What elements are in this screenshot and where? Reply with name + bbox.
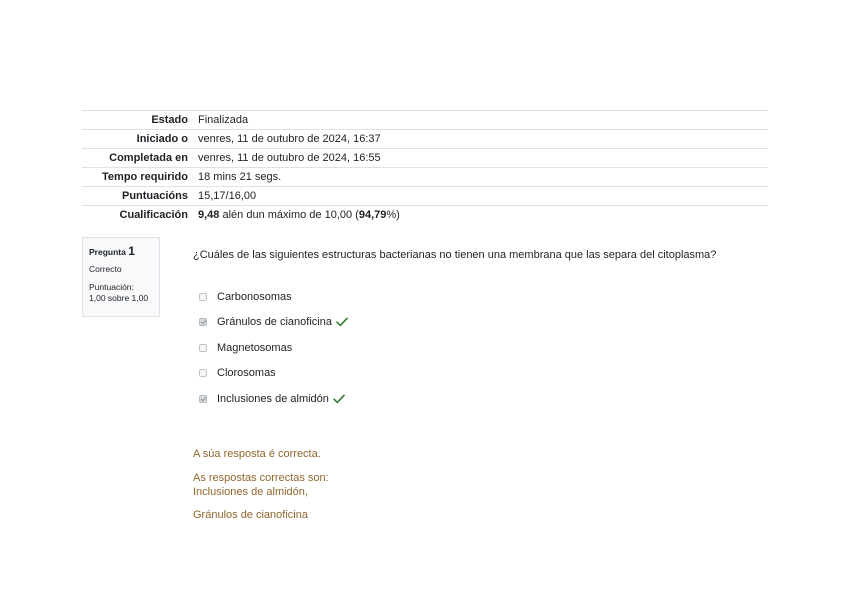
answer-checkbox[interactable]: [199, 344, 207, 352]
question-grade-label: Puntuación:: [89, 282, 134, 292]
answer-label: Magnetosomas: [217, 341, 293, 354]
summary-row-started: [82, 130, 768, 149]
answer-label: Clorosomas: [217, 367, 276, 380]
summary-value: Finalizada: [198, 114, 249, 126]
answer-option: [199, 284, 348, 310]
grade-score: 9,48: [198, 209, 220, 221]
question-grade: [89, 282, 153, 304]
summary-label: Tempo requirido: [102, 171, 188, 183]
answer-option: [199, 310, 348, 336]
summary-value: venres, 11 de outubro de 2024, 16:55: [198, 152, 381, 164]
question-grade-value: 1,00 sobre 1,00: [89, 293, 149, 303]
summary-row-state: [82, 111, 768, 130]
answer-label: Inclusiones de almidón: [217, 392, 329, 405]
summary-label: Completada en: [109, 152, 188, 164]
summary-row-completed: [82, 149, 768, 168]
feedback-box: [193, 447, 329, 522]
grade-middle: alén dun máximo de 10,00 (: [219, 209, 359, 221]
check-icon: [333, 394, 345, 404]
question-number: [89, 244, 153, 258]
attempt-summary-table: [82, 110, 768, 224]
question-state: Correcto: [89, 264, 122, 274]
right-answer-intro: As respostas correctas son:: [193, 472, 329, 484]
answer-checkbox[interactable]: [199, 293, 207, 301]
grade-percent: 94,79: [358, 209, 387, 221]
question-prefix: Pregunta: [89, 247, 126, 257]
grade-end: %): [386, 209, 400, 221]
answer-checkbox[interactable]: [199, 395, 207, 403]
summary-label: Puntuacións: [121, 190, 188, 202]
summary-row-grade: [82, 206, 768, 225]
summary-label: Cualificación: [119, 209, 188, 221]
question-text: ¿Cuáles de las siguientes estructuras bacterianas no tienen una membrana que las separa del citoplasma?: [193, 249, 717, 261]
summary-value: venres, 11 de outubro de 2024, 16:37: [198, 133, 381, 145]
answer-checkbox[interactable]: [199, 318, 207, 326]
general-feedback: A súa resposta é correcta.: [193, 448, 321, 460]
summary-label: Estado: [151, 114, 188, 126]
summary-row-marks: [82, 187, 768, 206]
question-number-value: 1: [128, 244, 135, 258]
right-answer-line: Gránulos de cianoficina: [193, 509, 308, 521]
summary-value: [194, 206, 768, 225]
right-answer-block: [193, 471, 329, 499]
right-answer-line: Inclusiones de almidón,: [193, 486, 308, 498]
answer-label: Carbonosomas: [217, 290, 292, 303]
summary-value: 15,17/16,00: [198, 190, 257, 202]
answer-option: [199, 361, 348, 387]
summary-row-time-taken: [82, 168, 768, 187]
answer-checkbox[interactable]: [199, 369, 207, 377]
answer-list: [199, 284, 348, 412]
check-icon: [336, 317, 348, 327]
answer-label: Gránulos de cianoficina: [217, 316, 332, 329]
summary-label: Iniciado o: [136, 133, 188, 145]
question-info-box: [82, 237, 160, 317]
answer-option: [199, 386, 348, 412]
answer-option: [199, 335, 348, 361]
summary-value: 18 mins 21 segs.: [198, 171, 282, 183]
